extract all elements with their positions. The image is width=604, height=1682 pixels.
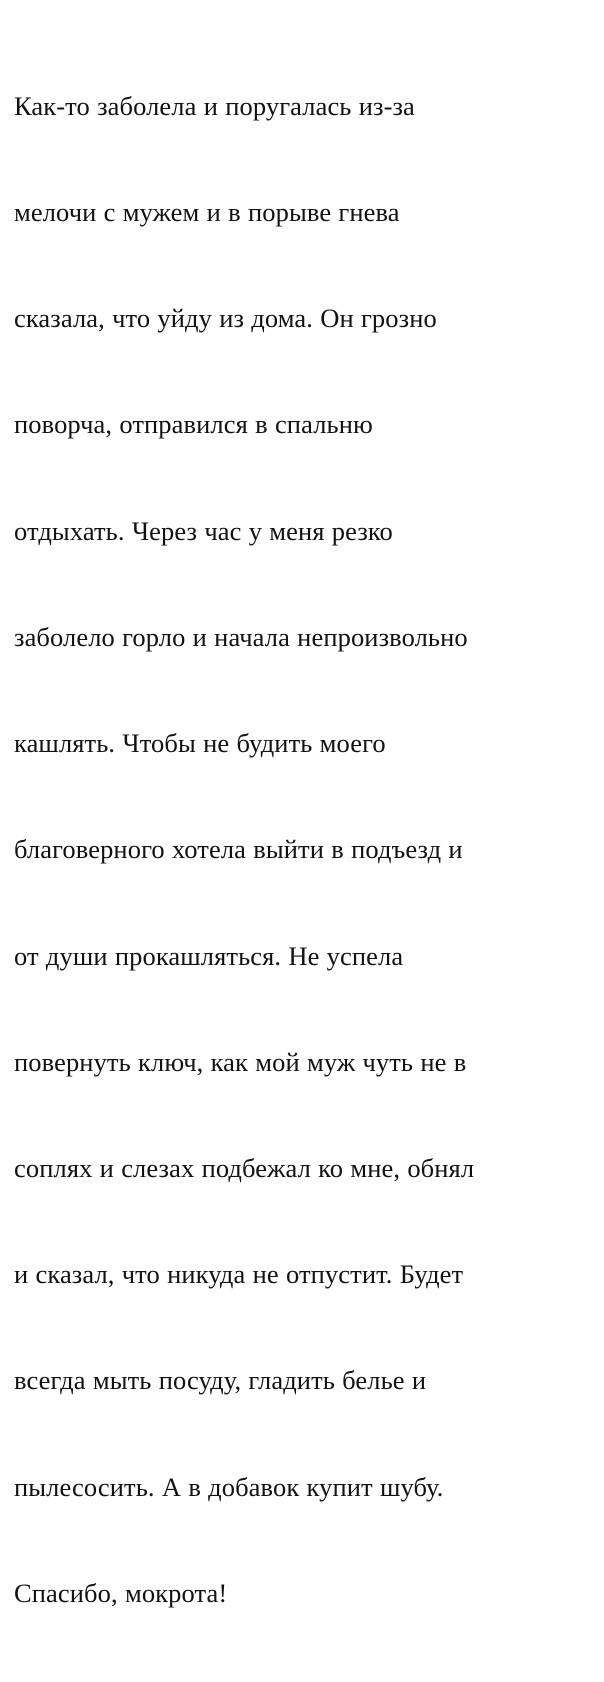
text-line: пылесосить. А в добавок купит шубу. bbox=[14, 1471, 444, 1502]
text-line: кашлять. Чтобы не будить моего bbox=[14, 728, 386, 759]
text-line: поворча, отправился в спальню bbox=[14, 409, 373, 440]
text-line: всегда мыть посуду, гладить белье и bbox=[14, 1365, 427, 1396]
text-line: отдыхать. Через час у меня резко bbox=[14, 515, 393, 546]
text-line: благоверного хотела выйти в подъезд и bbox=[14, 834, 463, 865]
text-line: заболело горло и начала непроизвольно bbox=[14, 621, 468, 652]
text-line: от души прокашляться. Не успела bbox=[14, 940, 404, 971]
text-line: мелочи с мужем и в порыве гнева bbox=[14, 197, 400, 228]
text-line: соплях и слезах подбежал ко мне, обнял bbox=[14, 1153, 475, 1183]
text-line: и сказал, что никуда не отпустит. Будет bbox=[14, 1259, 464, 1290]
story-text bbox=[14, 18, 590, 1682]
text-line: Как-то заболела и поругалась из-за bbox=[14, 90, 415, 121]
text-line: сказала, что уйду из дома. Он грозно bbox=[14, 303, 437, 334]
text-line: повернуть ключ, как мой муж чуть не в bbox=[14, 1046, 467, 1077]
text-line: Спасибо, мокрота! bbox=[14, 1577, 228, 1608]
